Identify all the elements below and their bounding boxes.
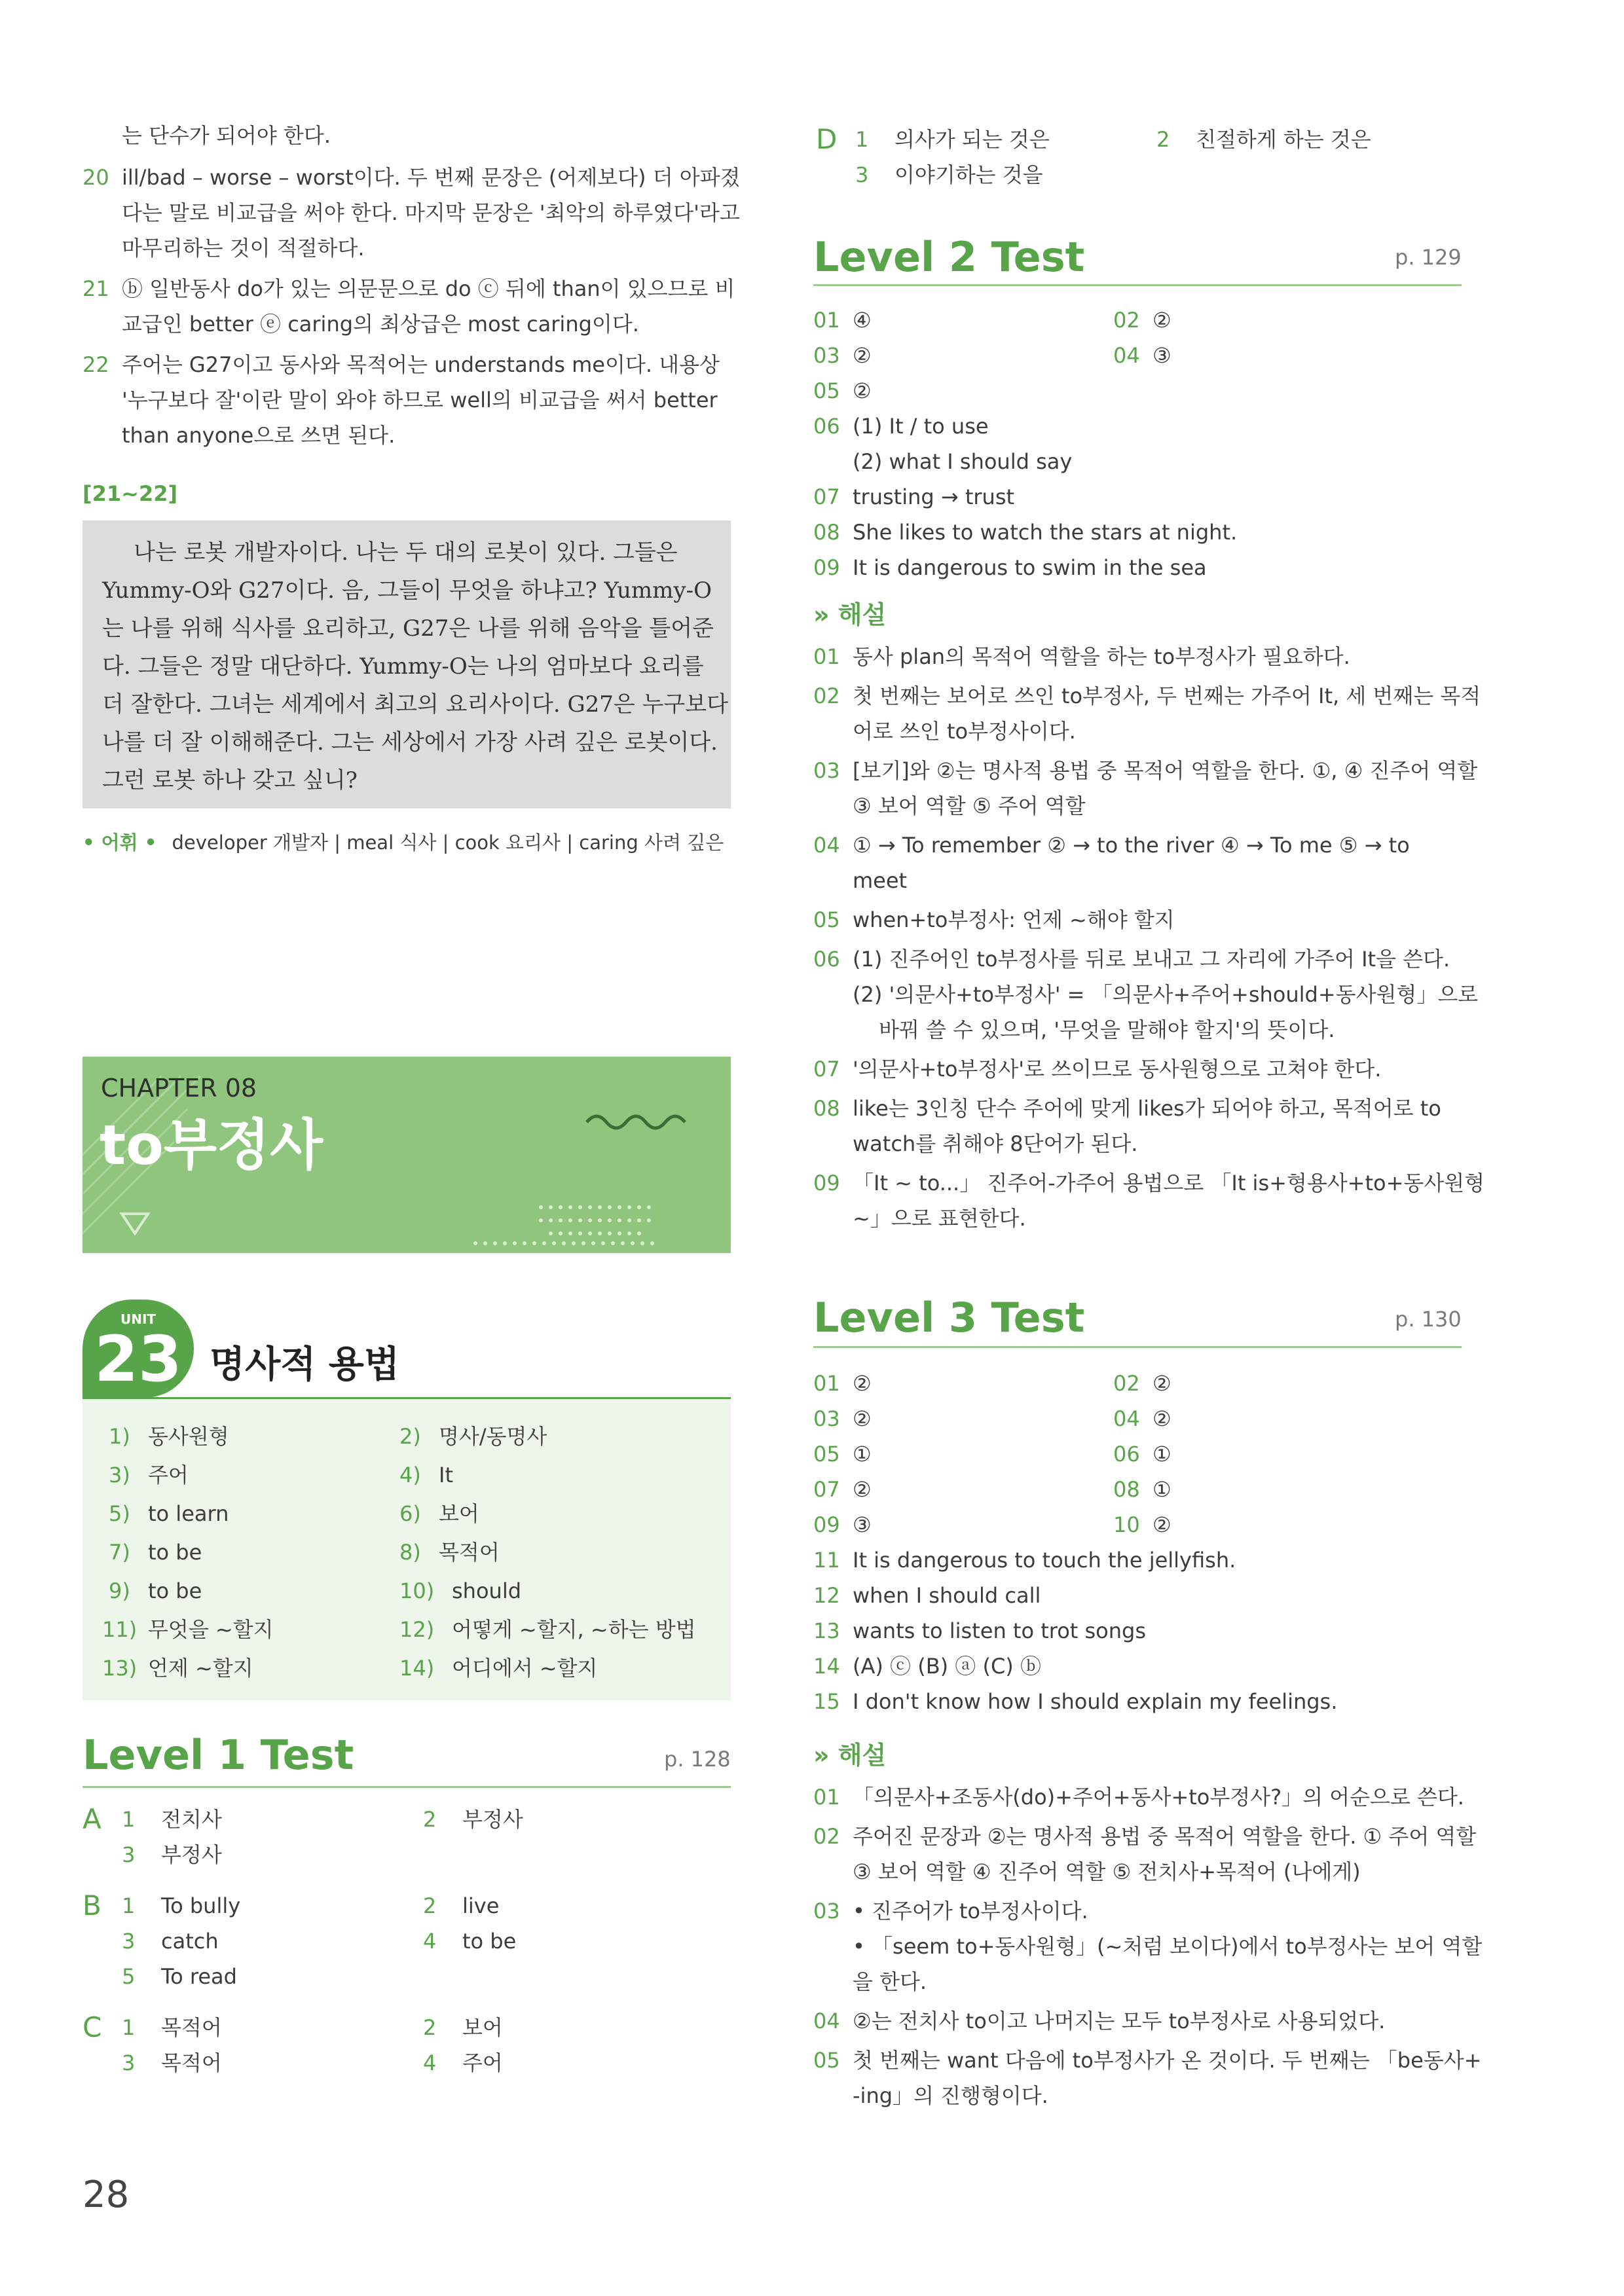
explain-marker-icon: »	[813, 600, 830, 629]
passage-line: 더 잘한다. 그녀는 세계에서 최고의 요리사이다. G27은 누구보다	[102, 691, 728, 718]
item-number: 20	[83, 165, 109, 190]
level1-title: Level 1 Test	[83, 1731, 354, 1779]
vocab-text: developer 개발자 | meal 식사 | cook 요리사 | caring 사려 깊은	[172, 831, 724, 854]
grammar-box: 1) 동사원형 2) 명사/동명사 3) 주어 4) It 5) to learn 6) 보어 7) to be 8) 목적어 9) to be 10) should 11) 무엇을 ~할지 12) 어떻게 ~할지, ~하는 방법 13) 언제 ~할지 14) 어디에서 ~할지	[83, 1399, 731, 1700]
explanation-line: 다는 말로 비교급을 써야 한다. 마지막 문장은 '최악의 하루였다'라고	[122, 200, 740, 225]
unit-number: 23	[94, 1322, 182, 1396]
passage-line: 다. 그들은 정말 대단하다. Yummy-O는 나의 엄마보다 요리를	[102, 653, 704, 680]
level2-rule	[813, 284, 1462, 286]
passage-line: 그런 로봇 하나 갖고 싶니?	[102, 767, 358, 793]
explanation-line: 교급인 better ⓔ caring의 최상급은 most caring이다.	[122, 312, 639, 337]
explanation-line: 주어는 G27이고 동사와 목적어는 understands me이다. 내용상	[122, 352, 720, 377]
chapter-label: CHAPTER 08	[101, 1074, 257, 1102]
chapter-title: to부정사	[100, 1113, 323, 1177]
explain-marker-icon: »	[813, 1741, 830, 1770]
passage-line: 는 나를 위해 식사를 요리하고, G27은 나를 위해 음악을 틀어준	[102, 615, 714, 642]
vocab-label: • 어휘 •	[83, 831, 157, 854]
explanation-line: '누구보다 잘'이란 말이 와야 하므로 well의 비교급을 써서 better	[122, 388, 718, 412]
item-number: 21	[83, 276, 109, 301]
level3-rule	[813, 1346, 1462, 1348]
unit-badge	[83, 1300, 194, 1398]
level2-title: Level 2 Test	[813, 233, 1085, 281]
passage-line: 나를 더 잘 이해해준다. 그는 세상에서 가장 사려 깊은 로봇이다.	[102, 729, 718, 756]
passage-box	[83, 520, 731, 809]
passage-line: 나는 로봇 개발자이다. 나는 두 대의 로봇이 있다. 그들은	[134, 539, 678, 566]
passage-line: Yummy-O와 G27이다. 음, 그들이 무엇을 하냐고? Yummy-O	[102, 577, 712, 604]
chapter-banner	[83, 1057, 731, 1253]
explanation-line: ⓑ 일반동사 do가 있는 의문문으로 do ⓒ 뒤에 than이 있으므로 비	[122, 276, 735, 301]
level3-page: p. 130	[1395, 1307, 1462, 1332]
item-number: 22	[83, 352, 109, 377]
passage-label: [21~22]	[83, 481, 178, 506]
level3-explain-label: » 해설	[813, 1741, 887, 1770]
unit-label: UNIT	[120, 1311, 157, 1327]
level1-page: p. 128	[664, 1747, 731, 1772]
vocab-line	[83, 826, 724, 859]
explanation-line: ill/bad – worse – worst이다. 두 번째 문장은 (어제보다) 더 아파졌	[122, 165, 741, 190]
section-letter: D	[816, 123, 838, 155]
page-number: 28	[83, 2174, 130, 2216]
level1-rule	[83, 1786, 731, 1788]
level3-title: Level 3 Test	[813, 1294, 1085, 1341]
unit-title: 명사적 용법	[210, 1343, 399, 1386]
level2-explain-label: » 해설	[813, 600, 887, 629]
continued-text: 는 단수가 되어야 한다.	[122, 123, 331, 148]
level2-page: p. 129	[1395, 245, 1462, 270]
explanation-line: 마무리하는 것이 적절하다.	[122, 236, 365, 261]
explanation-line: than anyone으로 쓰면 된다.	[122, 423, 396, 448]
